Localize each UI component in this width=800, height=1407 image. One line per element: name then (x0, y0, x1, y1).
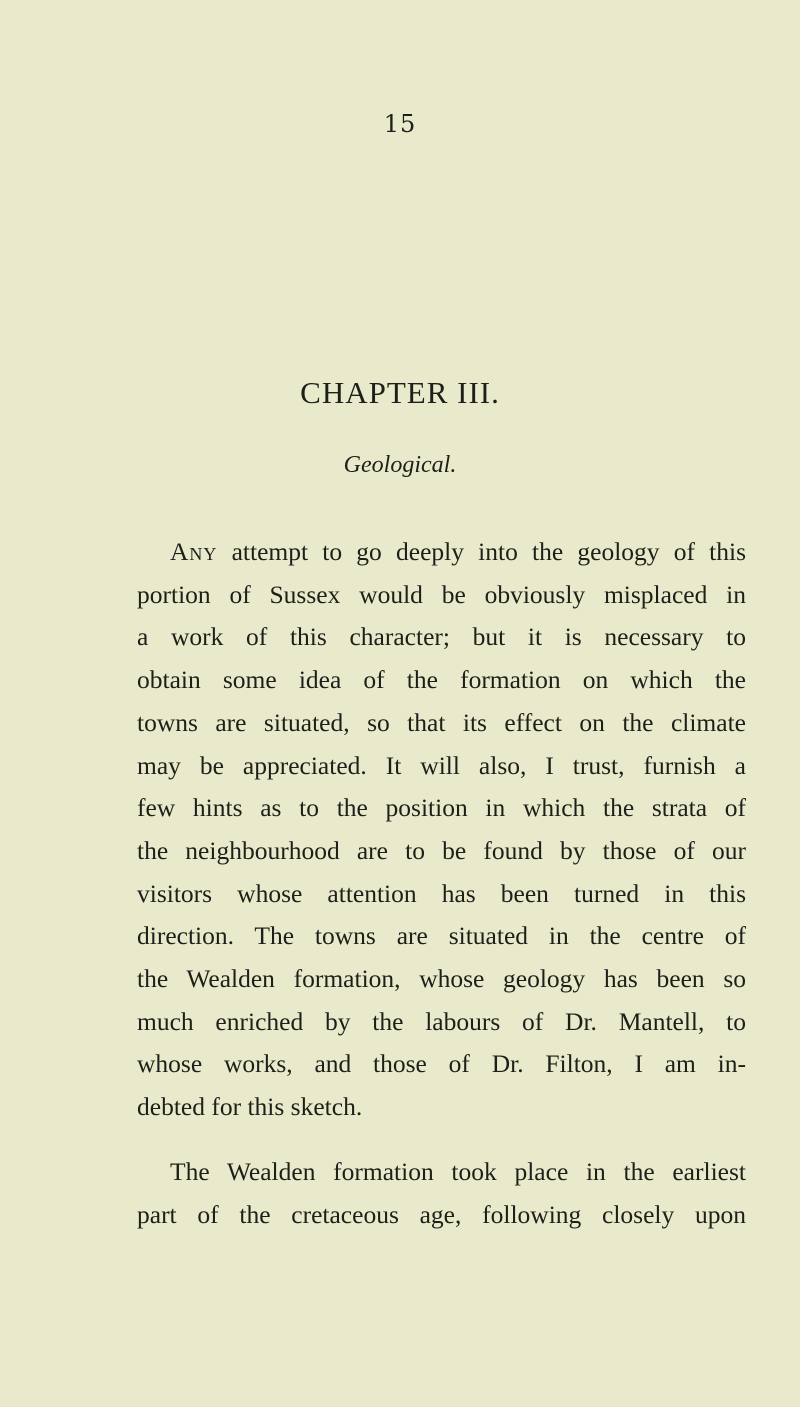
text-line: the Wealden formation, whose geology has been so (137, 964, 746, 994)
text-line: few hints as to the position in which the strata of (137, 793, 746, 823)
text-line: whose works, and those of Dr. Filton, I am in- (137, 1049, 746, 1079)
text-line: Any attempt to go deeply into the geology of this (170, 537, 746, 566)
page-number: 15 (383, 110, 417, 138)
chapter-subtitle: Geological. (343, 452, 457, 478)
paragraph-1 (137, 531, 746, 1129)
text-line: part of the cretaceous age, following closely upon (137, 1199, 746, 1229)
text-line: the neighbourhood are to be found by those of our (137, 835, 746, 865)
text-line: towns are situated, so that its effect on the climate (137, 707, 746, 737)
text-line: visitors whose attention has been turned in this (137, 878, 746, 908)
text-line: debted for this sketch. (137, 1092, 363, 1122)
text-line: a work of this character; but it is necessary to (137, 622, 746, 652)
chapter-title: CHAPTER III. (300, 375, 500, 410)
text-line: much enriched by the labours of Dr. Mantell, to (137, 1006, 746, 1036)
paragraph-2 (137, 1151, 746, 1236)
text-line: The Wealden formation took place in the earliest (170, 1157, 746, 1186)
text-line: may be appreciated. It will also, I trust, furnish a (137, 750, 746, 780)
text-line: portion of Sussex would be obviously misplaced in (137, 579, 746, 609)
text-line: obtain some idea of the formation on which the (137, 665, 746, 695)
text-line: direction. The towns are situated in the centre of (137, 921, 746, 951)
drop-word: Any (170, 537, 218, 566)
